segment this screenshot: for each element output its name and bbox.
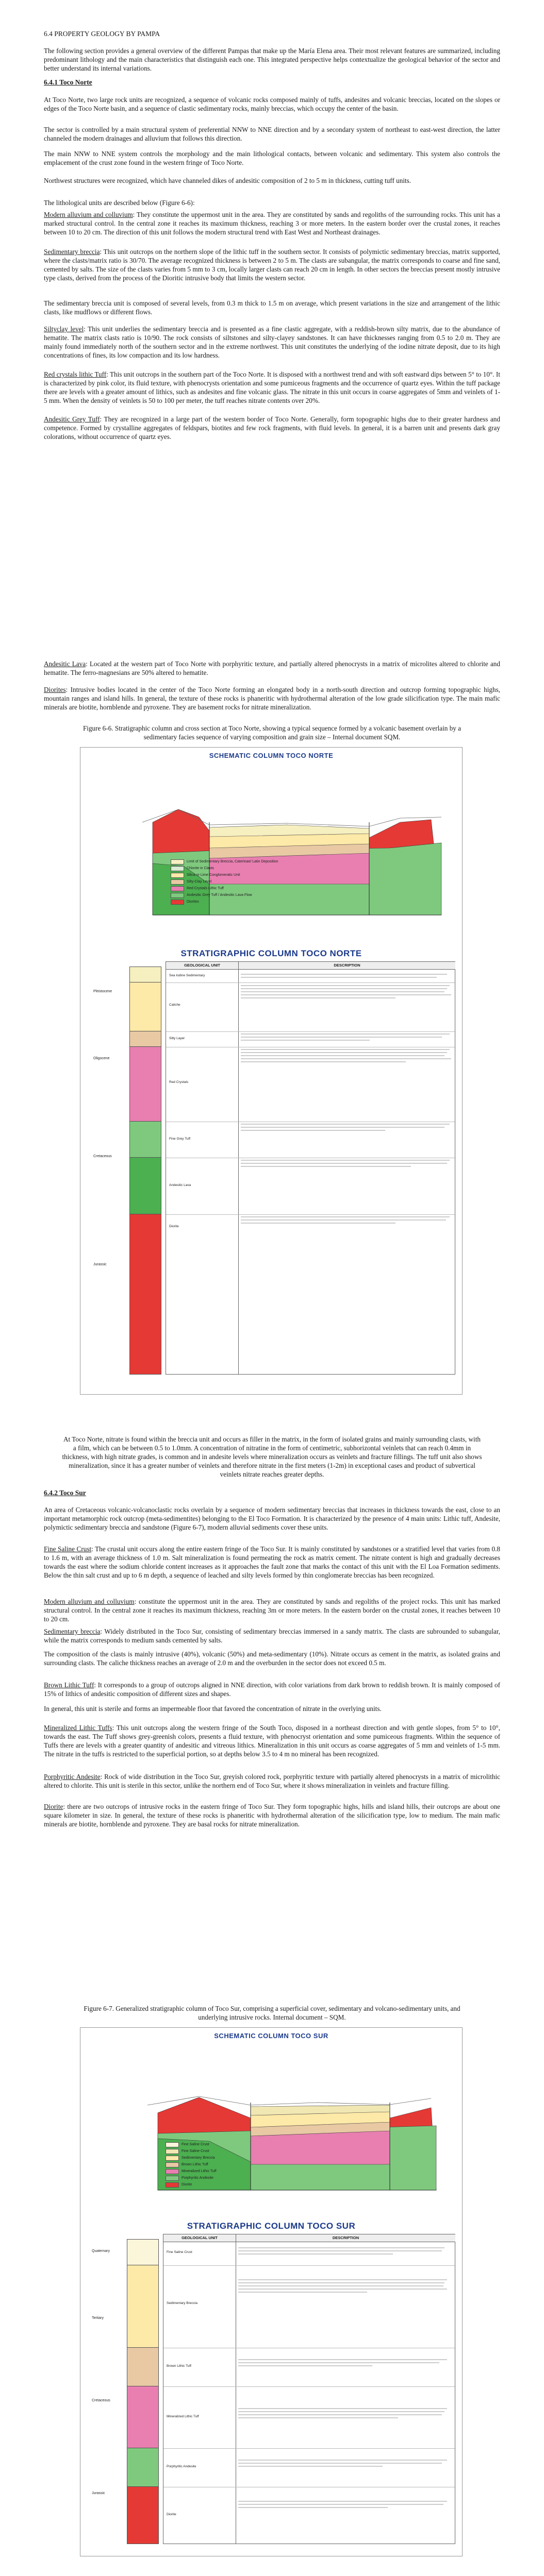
ts-p6-wrap [44, 1681, 500, 1698]
ts-term-crust: Fine Saline Crust [44, 1545, 92, 1553]
tn-legend-label: Silty-Clay Level [187, 880, 212, 884]
ts-col-bar [127, 2265, 159, 2348]
tn-legend-item [171, 858, 305, 865]
ts-unit-table [163, 2234, 455, 2544]
ts-text-mineral-tuff: : This unit outcrops along the western fringe of the South Toco, disposed in a northeast direction and with gentle slopes, from 5° to 10°, towards the east. The Tuff shows grey-greenish colors, presents a fluid texture, with phenocryst orientation and some pumiceous fragments. Within the sequence of Tuffs there are levels with a greater quantity of andesitic and vitreous lithics. Mineralization in this unit occurs as coarse aggregates of 5 mm and veinlets of 1-5 mm. The nitrate in the tuffs is restricted to the superficial portion, so at depths below 3.5 to 4 m no mineral has been recognized. [44, 1724, 501, 1758]
ts-caption-wrap [72, 2004, 472, 2022]
tn-p10-wrap [44, 370, 500, 405]
tn-p3-wrap [44, 149, 500, 167]
ts-col-bar [127, 2239, 159, 2266]
ts-legend-item [166, 2141, 269, 2148]
toco-sur-heading: 6.4.2 Toco Sur [44, 1489, 86, 1497]
tn-period-2: Oligocene [93, 1057, 110, 1060]
tn-description-lines [241, 971, 457, 1373]
ts-text-andesite: : Rock of wide distribution in the Toco Sur, greyish colored rock, porphyritic texture with partially altered phenocrysts in a matrix of microlithic altered to chlorite. This unit is sterile in this sector, unlike the northern end of Toco Sur, where it shows mineralization in veinlets and fracture filling. [44, 1773, 500, 1789]
tn-legend-swatch [171, 900, 184, 905]
tn-legend-item [171, 865, 305, 872]
tn-legend [171, 858, 305, 905]
ts-p4-wrap [44, 1627, 500, 1645]
tn-period-3: Cretaceous [93, 1155, 112, 1158]
ts-term-alluvium: Modern alluvium and colluvium [44, 1598, 135, 1605]
tn-unit-name: Andesitic Lava [169, 1183, 191, 1187]
ts-paragraph-1: An area of Cretaceous volcanic-volcanoclastic rocks overlain by a sequence of modern sedimentary breccias that increases in thickness towards the east, close to an important metamorphic rock outcrop (meta-sedimentites) belonging to the El Toco Formation. It is characterized by the presence of 4 main units: Lithic tuff, Andesite, polymictic sedimentary breccia and sandstone (Figure 6-7), modern alluvial sediments cover these units. [44, 1506, 500, 1531]
ts-p10-wrap [44, 1802, 500, 1828]
tn-paragraph-9 [44, 325, 500, 360]
figure-6-7 [80, 2027, 463, 2556]
ts-section-title: SCHEMATIC COLUMN TOCO SUR [214, 2032, 328, 2040]
intro-paragraph: The following section provides a general overview of the different Pampas that make up the María Elena area. Their most relevant features are summarized, including predominant lithology and the main characteristics that distinguish each one. This integrated perspective helps contextualize the geological behavior of the sector and better understand its internal variations. [44, 47, 500, 72]
tn-term-breccia: Sedimentary breccia [44, 248, 100, 256]
ts-text-diorite: : there are two outcrops of intrusive rocks in the eastern fringe of Toco Sur. They form topographic highs, hills and island hills, their outcrops are about one square kilometer in size. In general, the texture of these rocks is phaneritic with hydrothermal alteration of the silicification type, low to medium. The main mafic minerals are biotite, hornblende and pyroxene. They are basal rocks for nitrate mineralization. [44, 1803, 500, 1828]
ts-term-brown-tuff: Brown Lithic Tuff [44, 1681, 94, 1689]
tn-paragraph-10 [44, 370, 500, 405]
ts-legend-item [166, 2161, 269, 2168]
ts-p8-wrap [44, 1723, 500, 1758]
ts-paragraph-2 [44, 1545, 500, 1580]
ts-legend-swatch [166, 2182, 179, 2188]
ts-term-diorite: Diorite [44, 1803, 63, 1810]
tn-term-grey-tuff: Andesitic Grey Tuff [44, 415, 100, 423]
ts-unit-name: Brown Lithic Tuff [167, 2364, 191, 2368]
tn-legend-label: Red Crystals Lithic Tuff [187, 887, 224, 890]
ts-legend-label: Diorite [182, 2183, 192, 2187]
ts-paragraph-3 [44, 1597, 500, 1623]
tn-paragraph-6 [44, 210, 500, 236]
tn-col-bar [129, 1121, 161, 1158]
tn-unit-name: Fine Grey Tuff [169, 1137, 191, 1141]
tn-term-alluvium: Modern alluvium and colluvium [44, 211, 133, 218]
ts-legend-label: Fine Saline Crust [182, 2143, 209, 2146]
tn-unit-name: Caliche [169, 1003, 180, 1007]
tn-text-alluvium: : They constitute the uppermost unit in the area. They are constituted by sands and regoliths of the surrounding rocks. This unit has a marked structural control. In the central zone it reaches its maximum thickness, reaching 3 or more meters. In the eastern border over the crustal zones, it reaches between 10 to 20 cm. The direction of this unit follows the modern structural trend with East West and Northeast drainages. [44, 211, 500, 236]
tn-legend-item [171, 885, 305, 892]
tn-p4-wrap [44, 176, 500, 185]
tn-text-breccia: : This unit outcrops on the northern slope of the lithic tuff in the southern sector. It consists of polymictic sedimentary breccias, matrix supported, where the clasts/matrix ratio is 30/70. The average recognized thickness is between 2 to 5 m. The clasts are subangular, the matrix corresponds to coarse and fine sand, cemented by salts. The size of the clasts varies from 5 mm to 3 cm, locally larger clasts can reach 20 cm in length. In other sectors the breccias present mostly intrusive type clasts, derived from the process of the Dioritic intrusive body that limits the western sector. [44, 248, 500, 282]
ts-col-bar [127, 2486, 159, 2544]
ts-p1-wrap [44, 1505, 500, 1532]
tn-strat-title: STRATIGRAPHIC COLUMN TOCO NORTE [180, 948, 362, 958]
ts-legend-swatch [166, 2149, 179, 2154]
tn-legend-item [171, 892, 305, 899]
ts-col-bar [127, 2347, 159, 2387]
tn-col-bar [129, 967, 161, 983]
ts-term-andesite: Porphyritic Andesite [44, 1773, 101, 1781]
tn-p6-wrap [44, 210, 500, 236]
ts-unit-name: Mineralized Lithic Tuff [167, 2415, 199, 2418]
tn-col-bar [129, 1046, 161, 1122]
ts-period-4: Jurassic [92, 2492, 105, 2495]
toco-norte-heading: 6.4.1 Toco Norte [44, 78, 92, 86]
tn-header-desc: DESCRIPTION [238, 962, 455, 970]
ts-period-2: Tertiary [92, 2316, 104, 2320]
ts-legend-item [166, 2155, 269, 2161]
tn-p13-wrap [44, 685, 500, 711]
tn-legend-swatch [171, 866, 184, 871]
ts-text-breccia: : Widely distributed in the Toco Sur, consisting of sedimentary breccias immersed in a sandy matrix. The clasts are subrounded to subangular, while the matrix corresponds to medium sands cemented by salts. [44, 1628, 501, 1644]
tn-text-lava: : Located at the western part of Toco Norte with porphyritic texture, and partially altered phenocrysts in a matrix of microlites altered to chlorite and hematite. The ferro-magnesians are 50% altered to hematite. [44, 660, 500, 676]
intro-block [44, 46, 500, 73]
ts-legend-label: Porphyritic Andesite [182, 2176, 213, 2180]
tn-after-figure-paragraph: At Toco Norte, nitrate is found within the breccia unit and occurs as filler in the matrix, in the form of isolated grains and mainly surrounding clasts, with a film, which can be between 0.5 to 1.0mm. A concentration of nitratine in the form of centimetric, subhorizontal veinlets that can reach 0.4mm in thickness, with high nitrate grades, is common and in andesite levels where mineralization occurs as veinlets and fracture fillings. The tuff unit also shows mineralization, since it has a greater number of veinlets and therefore nitrate in the first meters (1-2m) in exceptional cases and product of subvertical veinlets nitrate reaches greater depths. [62, 1435, 482, 1478]
tn-period-1: Pleistocene [93, 990, 112, 993]
tn-legend-swatch [171, 879, 184, 885]
ts-period-1: Quaternary [92, 2249, 110, 2253]
ts-p2-wrap [44, 1545, 500, 1580]
tn-paragraph-4: Northwest structures were recognized, which have channeled dikes of andesitic composition of 2 to 5 m in thickness, cutting tuff units. [44, 177, 411, 184]
tn-legend-label: Andesitic Grey Tuff / Andesitic Lava Flow [187, 893, 252, 897]
ts-p9-wrap [44, 1772, 500, 1790]
ts-unit-name: Fine Saline Crust [167, 2250, 192, 2254]
tn-p7-wrap [44, 247, 500, 282]
ts-text-brown-tuff: : It corresponds to a group of outcrops aligned in NNE direction, with color variations from dark brown to reddish brown. It is mainly composed of 15% of lithics of andesitic composition of different sizes and shapes. [44, 1681, 500, 1698]
tn-caption-wrap [70, 724, 474, 741]
ts-col-bar [127, 2386, 159, 2449]
tn-p5-wrap [44, 198, 500, 207]
ts-legend-label: Sedimentary Breccia [182, 2156, 215, 2160]
tn-paragraph-2: The sector is controlled by a main structural system of preferential NNW to NNE direction and by a secondary system of northeast to east-west direction, the latter channeled the modern drainages and alluvium that follows this direction. [44, 126, 500, 142]
ts-legend-swatch [166, 2156, 179, 2161]
figure-6-6 [80, 747, 463, 1395]
ts-unit-name: Porphyritic Andesite [167, 2465, 196, 2468]
ts-legend-swatch [166, 2176, 179, 2181]
ts-paragraph-10 [44, 1802, 500, 1828]
ts-paragraph-6 [44, 1681, 500, 1698]
tn-legend-item [171, 878, 305, 885]
section-title: 6.4 PROPERTY GEOLOGY BY PAMPA [44, 30, 160, 38]
ts-header-unit: GEOLOGICAL UNIT [163, 2234, 236, 2242]
tn-term-red-tuff: Red crystals lithic Tuff [44, 370, 107, 378]
tn-legend-swatch [171, 859, 184, 865]
ts-paragraph-7: In general, this unit is sterile and forms an impermeable floor that favored the concentration of nitrate in the overlying units. [44, 1705, 382, 1713]
ts-p3-wrap [44, 1597, 500, 1623]
ts-text-alluvium: : constitute the uppermost unit in the area. They are constituted by sands and regoliths of the project rocks. This unit has marked structural control. In the central zone it reaches its maximum thickness, reaching 3m or more meters. In the eastern border on the crustal zones, it reaches between 10 to 20 cm. [44, 1598, 500, 1623]
ts-paragraph-4 [44, 1627, 500, 1645]
tn-paragraph-11 [44, 415, 500, 441]
tn-legend-label: Limit of Sedimentary Breccia, Caterinae/ Latin Deposition [187, 860, 278, 863]
ts-paragraph-9 [44, 1772, 500, 1790]
tn-paragraph-8: The sedimentary breccia unit is composed of several levels, from 0.3 m thick to 1.5 m on average, which present variations in the size and arrangement of the lithic clasts, like mudflows or different flows. [44, 299, 500, 316]
tn-p12-wrap [44, 659, 500, 677]
ts-header-desc: DESCRIPTION [236, 2234, 455, 2242]
figure-6-7-caption: Figure 6-7. Generalized stratigraphic column of Toco Sur, comprising a superficial cover, sedimentary and volcano-sedimentary units, and underlying intrusive rocks. Internal document – SQM. [84, 2005, 460, 2021]
tn-text-diorites: : Intrusive bodies located in the center of the Toco Norte forming an elongated body in a north-south direction and outcrop forming topographic highs, mountain ranges and island hills. In general, the texture of these rocks is phaneritic with hydrothermal alteration of the low grade silicification type. The main mafic minerals are biotite, hornblende and pyroxene. They are basement rocks for nitrate mineralization. [44, 686, 500, 711]
tn-header-unit: GEOLOGICAL UNIT [166, 962, 238, 970]
tn-p2-wrap [44, 125, 500, 143]
ts-paragraph-5: The composition of the clasts is mainly intrusive (40%), volcanic (50%) and meta-sedimentary (10%). Nitrate occurs as cement in the matrix, as isolated grains and surrounding clasts. The caliche thickness reaches an average of 2.0 m and the overburden in the sector does not exceed 0.5 m. [44, 1650, 500, 1667]
ts-legend-swatch [166, 2142, 179, 2147]
tn-paragraph-13 [44, 685, 500, 711]
tn-legend-swatch [171, 873, 184, 878]
figure-6-6-caption: Figure 6-6. Stratigraphic column and cross section at Toco Norte, showing a typical sequence formed by a volcanic basement overlain by a sedimentary facies sequence of varying composition and grain size – Internal document SQM. [83, 724, 461, 741]
tn-term-silty: Siltyclay level [44, 325, 84, 333]
ts-p7-wrap [44, 1704, 500, 1713]
ts-cross-section [80, 2041, 462, 2211]
ts-description-lines [238, 2244, 455, 2543]
tn-unit-name: Sea Iodine Sedimentary [169, 974, 205, 977]
ts-legend-item [166, 2181, 269, 2188]
ts-unit-name: Diorite [167, 2513, 176, 2516]
tn-col-bar [129, 1214, 161, 1375]
ts-legend-label: Brown Lithic Tuff [182, 2163, 208, 2166]
ts-legend-label: Fine Saline Crust [182, 2149, 209, 2153]
tn-p1-wrap [44, 95, 500, 113]
ts-legend-label: Mineralized Lithic Tuff [182, 2170, 217, 2173]
tn-text-red-tuff: : This unit outcrops in the southern part of the Toco Norte. It is disposed with a northwest trend and with soft eastward dips between 5° to 10°. It is characterized by pink color, its fluid texture, with phenocrysts orientation and some pumiceous fragments and the occurrence of quartz eyes. Within the tuff package there are levels with a greater amount of lithics, such as andesites and fine volcanic glass. The nitrate in this unit occurs in coarse aggregates of 5mm and veinlets of 1-5 mm. When the density of veinlets is 50 to 100 per meter, the tuff reaches nitrate contents over 20%. [44, 370, 500, 404]
tn-legend-swatch [171, 893, 184, 898]
tn-legend-swatch [171, 886, 184, 891]
ts-period-3: Cretaceous [92, 2399, 110, 2402]
toco-norte-heading-wrap [44, 78, 500, 87]
tn-after-wrap [62, 1435, 482, 1479]
tn-section-title: SCHEMATIC COLUMN TOCO NORTE [209, 752, 334, 759]
tn-legend-item [171, 899, 305, 905]
ts-strat-title: STRATIGRAPHIC COLUMN TOCO SUR [187, 2221, 356, 2231]
toco-sur-heading-wrap [44, 1489, 500, 1497]
ts-legend-item [166, 2148, 269, 2155]
ts-legend [166, 2141, 269, 2188]
tn-col-bar [129, 1157, 161, 1215]
ts-unit-name: Sedimentary Breccia [167, 2301, 197, 2305]
ts-p5-wrap [44, 1650, 500, 1667]
ts-legend-item [166, 2168, 269, 2175]
tn-paragraph-3: The main NNW to NNE system controls the morphology and the main lithological contacts, between volcanic and sedimentary. This system also controls the emplacement of the crust zone found in the western fringe of Toco Norte. [44, 150, 500, 166]
tn-legend-item [171, 872, 305, 878]
tn-unit-name: Red Crystals [169, 1080, 189, 1084]
ts-col-bar [127, 2448, 159, 2487]
tn-col-bar [129, 1031, 161, 1047]
tn-legend-label: Diorites [187, 900, 199, 904]
ts-legend-swatch [166, 2169, 179, 2174]
tn-legend-label: Silica or Lime Conglomeratic Unit [187, 873, 240, 877]
ts-term-breccia: Sedimentary breccia [44, 1628, 101, 1635]
tn-text-grey-tuff: : They are recognized in a large part of the western border of Toco Norte. Generally, form topographic highs due to their greater hardness and competence. Formed by crystalline aggregates of feldspars, biotites and few rock fragments, with fluid levels. In general, it is a barren unit and presents dark gray colorations, without occurrence of quartz eyes. [44, 415, 500, 440]
tn-col-bar [129, 982, 161, 1032]
tn-unit-name: Silty Layer [169, 1037, 185, 1040]
ts-paragraph-8 [44, 1723, 500, 1758]
ts-legend-swatch [166, 2162, 179, 2167]
tn-p9-wrap [44, 325, 500, 360]
ts-term-mineral-tuff: Mineralized Lithic Tuffs [44, 1724, 112, 1732]
tn-p11-wrap [44, 415, 500, 441]
tn-legend-label: Chlorite in Clasts [187, 867, 214, 870]
tn-unit-name: Diorite [169, 1225, 179, 1228]
tn-paragraph-12 [44, 659, 500, 677]
tn-term-lava: Andesitic Lava [44, 660, 86, 668]
tn-period-4: Jurassic [93, 1263, 107, 1266]
tn-paragraph-5: The lithological units are described below (Figure 6-6): [44, 199, 195, 207]
tn-paragraph-7 [44, 247, 500, 282]
section-header [44, 30, 500, 38]
tn-text-silty: : This unit underlies the sedimentary breccia and is presented as a fine clastic aggregate, with a reddish-brown silty matrix, due to the abundance of hematite. The matrix clasts ratio is 10/90. The rock consists of siltstones and silty-clayey sandstones. It can have thicknesses ranging from 0.5 to 2.0 m. They are mainly found immediately north of the southern sector and in the extreme northwest. This unit constitutes the underlying of the iodine nitrate deposit, due to its high concentrations of fines, its low compaction and its low hardness. [44, 325, 500, 359]
tn-unit-table [166, 961, 455, 1375]
ts-legend-item [166, 2175, 269, 2181]
tn-paragraph-1: At Toco Norte, two large rock units are recognized, a sequence of volcanic rocks composed mainly of tuffs, andesites and volcanic breccias, located on the slopes or edges of the Toco Norte basin, and a sequence of clastic sedimentary rocks, mainly breccias, which occupy the center of the basin. [44, 96, 500, 112]
ts-text-crust: : The crustal unit occurs along the entire eastern fringe of the Toco Sur. It is mainly constituted by sandstones or a stratified level that varies from 0.8 to 1.6 m, with an average thickness of 1.0 m. Salt mineralization is found permeating the rock as matrix cement. The nitrate content is high and gradually decreases towards the east where the sodium chloride content increases as it approaches the fault zone that marks the contact of this unit with the El Loa Formation sediments. Below the thin salt crust and up to 6 m depth, a sequence of leached and silty levels formed by thin conglomerate breccias has been recognized. [44, 1545, 500, 1579]
tn-p8-wrap [44, 299, 500, 316]
tn-term-diorites: Diorites [44, 686, 66, 693]
